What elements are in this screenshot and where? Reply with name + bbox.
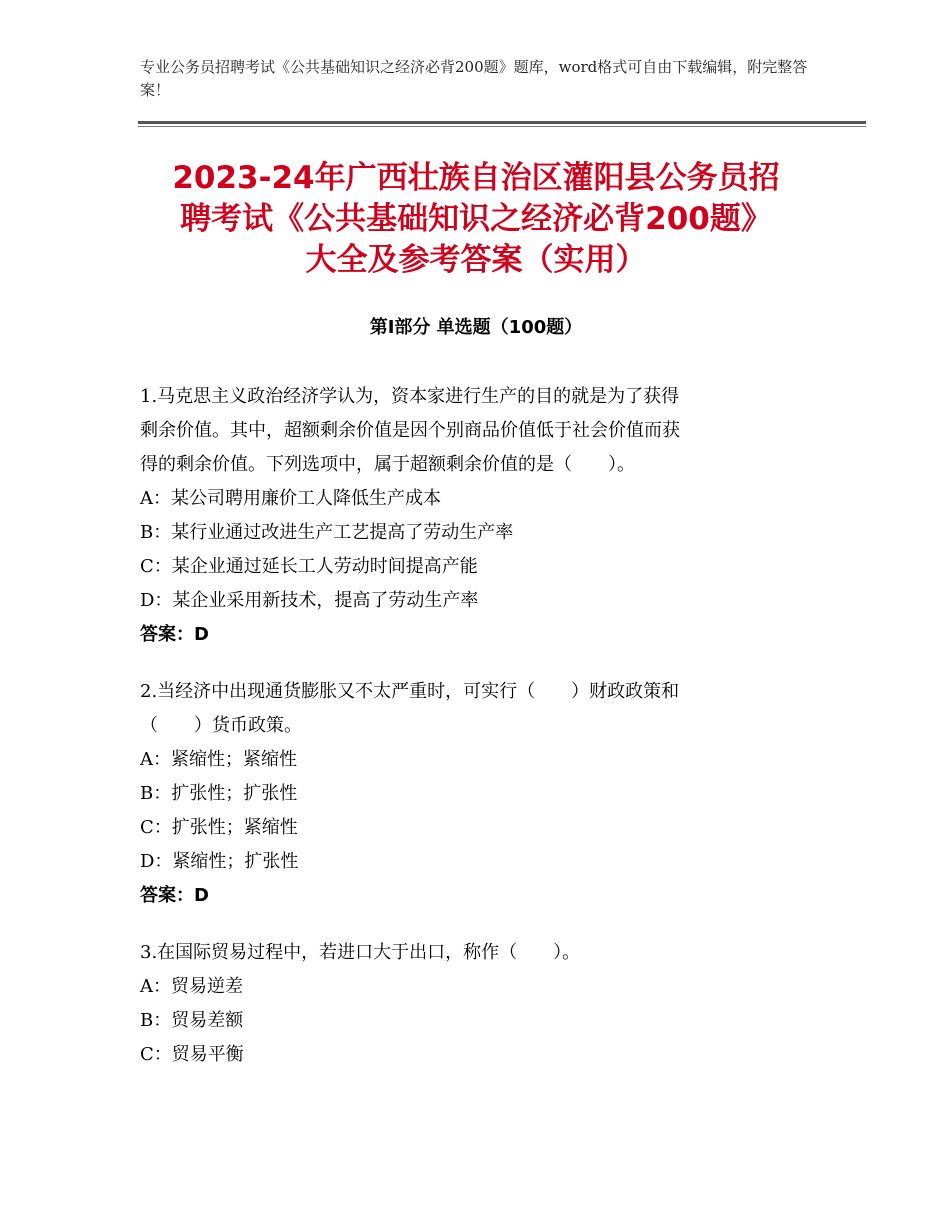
question-stem-line: 得的剩余价值。下列选项中，属于超额剩余价值的是（ ）。 — [140, 454, 635, 475]
option-a: A：某公司聘用廉价工人降低生产成本 — [140, 488, 441, 509]
question-stem-line: 剩余价值。其中，超额剩余价值是因个别商品价值低于社会价值而获 — [140, 420, 680, 441]
question-stem — [140, 380, 802, 482]
option-c: C：扩张性；紧缩性 — [140, 817, 298, 838]
title-line-2: 聘考试《公共基础知识之经济必背200题》 — [180, 201, 772, 237]
option-b: B：某行业通过改进生产工艺提高了劳动生产率 — [140, 522, 514, 543]
answer: 答案：D — [140, 885, 209, 906]
question-1 — [140, 380, 802, 652]
question-stem-line: 2.当经济中出现通货膨胀又不太严重时，可实行（ ）财政政策和 — [140, 681, 680, 702]
option-a: A：紧缩性；紧缩性 — [140, 749, 297, 770]
title-line-3: 大全及参考答案（实用） — [305, 242, 647, 278]
title-line-1: 2023-24年广西壮族自治区灌阳县公务员招 — [172, 160, 780, 196]
section-heading: 第Ⅰ部分 单选题（100题） — [369, 317, 583, 338]
option-a: A：贸易逆差 — [140, 976, 243, 997]
question-stem-line: （ ）货币政策。 — [140, 715, 302, 736]
option-c: C：某企业通过延长工人劳动时间提高产能 — [140, 556, 478, 577]
option-d: D：紧缩性；扩张性 — [140, 851, 299, 872]
answer: 答案：D — [140, 624, 209, 645]
question-3 — [140, 936, 802, 1072]
header-rule-thick — [138, 121, 866, 124]
option-b: B：贸易差额 — [140, 1010, 244, 1031]
question-2 — [140, 675, 802, 913]
header-note: 专业公务员招聘考试《公共基础知识之经济必背200题》题库，word格式可自由下载编辑，附完整答案！ — [140, 58, 808, 99]
header-rule-thin — [138, 126, 866, 127]
option-c: C：贸易平衡 — [140, 1044, 244, 1065]
option-b: B：扩张性；扩张性 — [140, 783, 298, 804]
question-list — [140, 380, 802, 1095]
option-d: D：某企业采用新技术，提高了劳动生产率 — [140, 590, 479, 611]
question-stem — [140, 675, 802, 743]
document-title — [140, 158, 812, 281]
question-stem — [140, 936, 802, 970]
question-stem-line: 3.在国际贸易过程中，若进口大于出口，称作（ ）。 — [140, 942, 581, 963]
question-stem-line: 1.马克思主义政治经济学认为，资本家进行生产的目的就是为了获得 — [140, 386, 680, 407]
